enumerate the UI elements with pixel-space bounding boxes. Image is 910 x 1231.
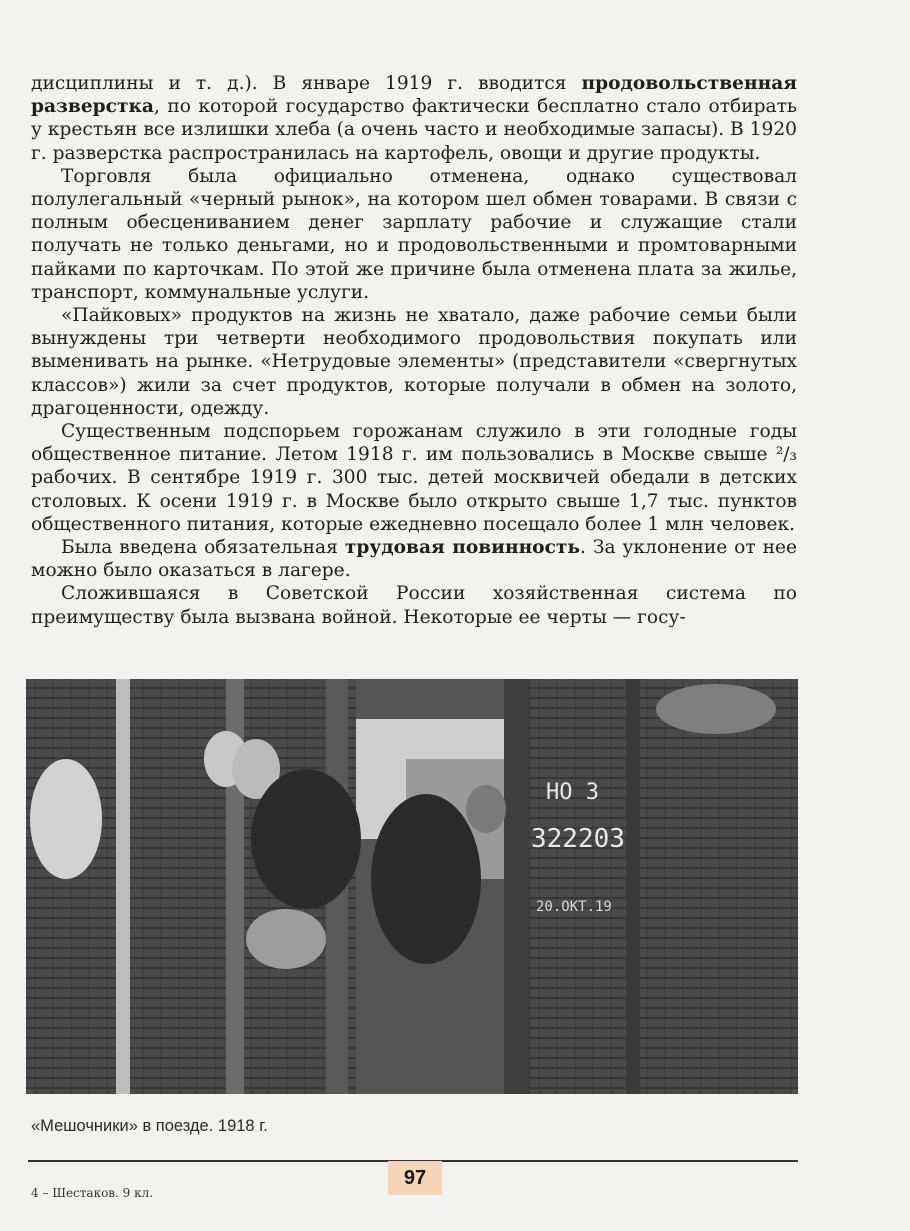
paragraph [31, 582, 797, 628]
text-run: Существенным подспорьем горожанам служило в эти голодные годы общественное питание. Летом 1918 г. им пользовались в Москве свыше ²/₃ рабочих. В сентябре 1919 г. 300 тыс. детей москвичей обедали в детских столовых. К осени 1919 г. в Москве было открыто свыше 1,7 тыс. пунктов общественного питания, которые ежедневно посещало более 1 млн человек. [31, 421, 797, 535]
text-run: дисциплины и т. д.). В январе 1919 г. вводится [31, 73, 582, 94]
paragraph [31, 72, 797, 165]
text-run: Торговля была официально отменена, однако существовал полулегальный «черный рынок», на котором шел обмен товарами. В связи с полным обесцениванием денег зарплату рабочие и служащие стали получать не только деньгами, но и продовольственными и промтоварными пайками по карточкам. По этой же причине была отменена плата за жилье, транспорт, коммунальные услуги. [31, 165, 797, 303]
wagon-marking-3: 20.ОКТ.19 [536, 899, 612, 915]
text-run: «Пайковых» продуктов на жизнь не хватало, даже рабочие семьи были вынуждены три четверти необходимого продовольствия покупать или выменивать на рынке. «Нетрудовые элементы» (представители «свергнутых классов») жили за счет продуктов, которые получали в обмен на золото, драгоценности, одежду. [31, 305, 797, 419]
wagon-marking-1: НО 3 [546, 780, 599, 805]
text-run: Была введена обязательная [61, 537, 345, 559]
paragraph [31, 536, 797, 582]
paragraph [31, 420, 797, 536]
bold-term: трудовая повинность [344, 537, 581, 559]
paragraph [31, 165, 797, 304]
text-run: . За уклонение от нее можно было оказаться в лагере. [31, 537, 797, 582]
paragraph [31, 304, 797, 420]
text-run: Сложившаяся в Советской России хозяйственная система по преимуществу была вызвана войной. Некоторые ее черты — госу- [31, 583, 797, 628]
historical-photo [26, 679, 798, 1094]
printer-signature: 4 – Шестаков. 9 кл. [31, 1186, 154, 1200]
page-number: 97 [388, 1161, 442, 1195]
body-text [31, 72, 797, 629]
photo-caption: «Мешочники» в поезде. 1918 г. [31, 1117, 268, 1135]
wagon-marking-2: 322203 [531, 824, 625, 854]
bold-term: продовольственная разверстка [31, 73, 797, 118]
text-run: , по которой государство фактически бесплатно стало отбирать у крестьян все излишки хлеба (а очень часто и необходимые запасы). В 1920 г. разверстка распространилась на картофель, овощи и другие продукты. [31, 96, 797, 164]
